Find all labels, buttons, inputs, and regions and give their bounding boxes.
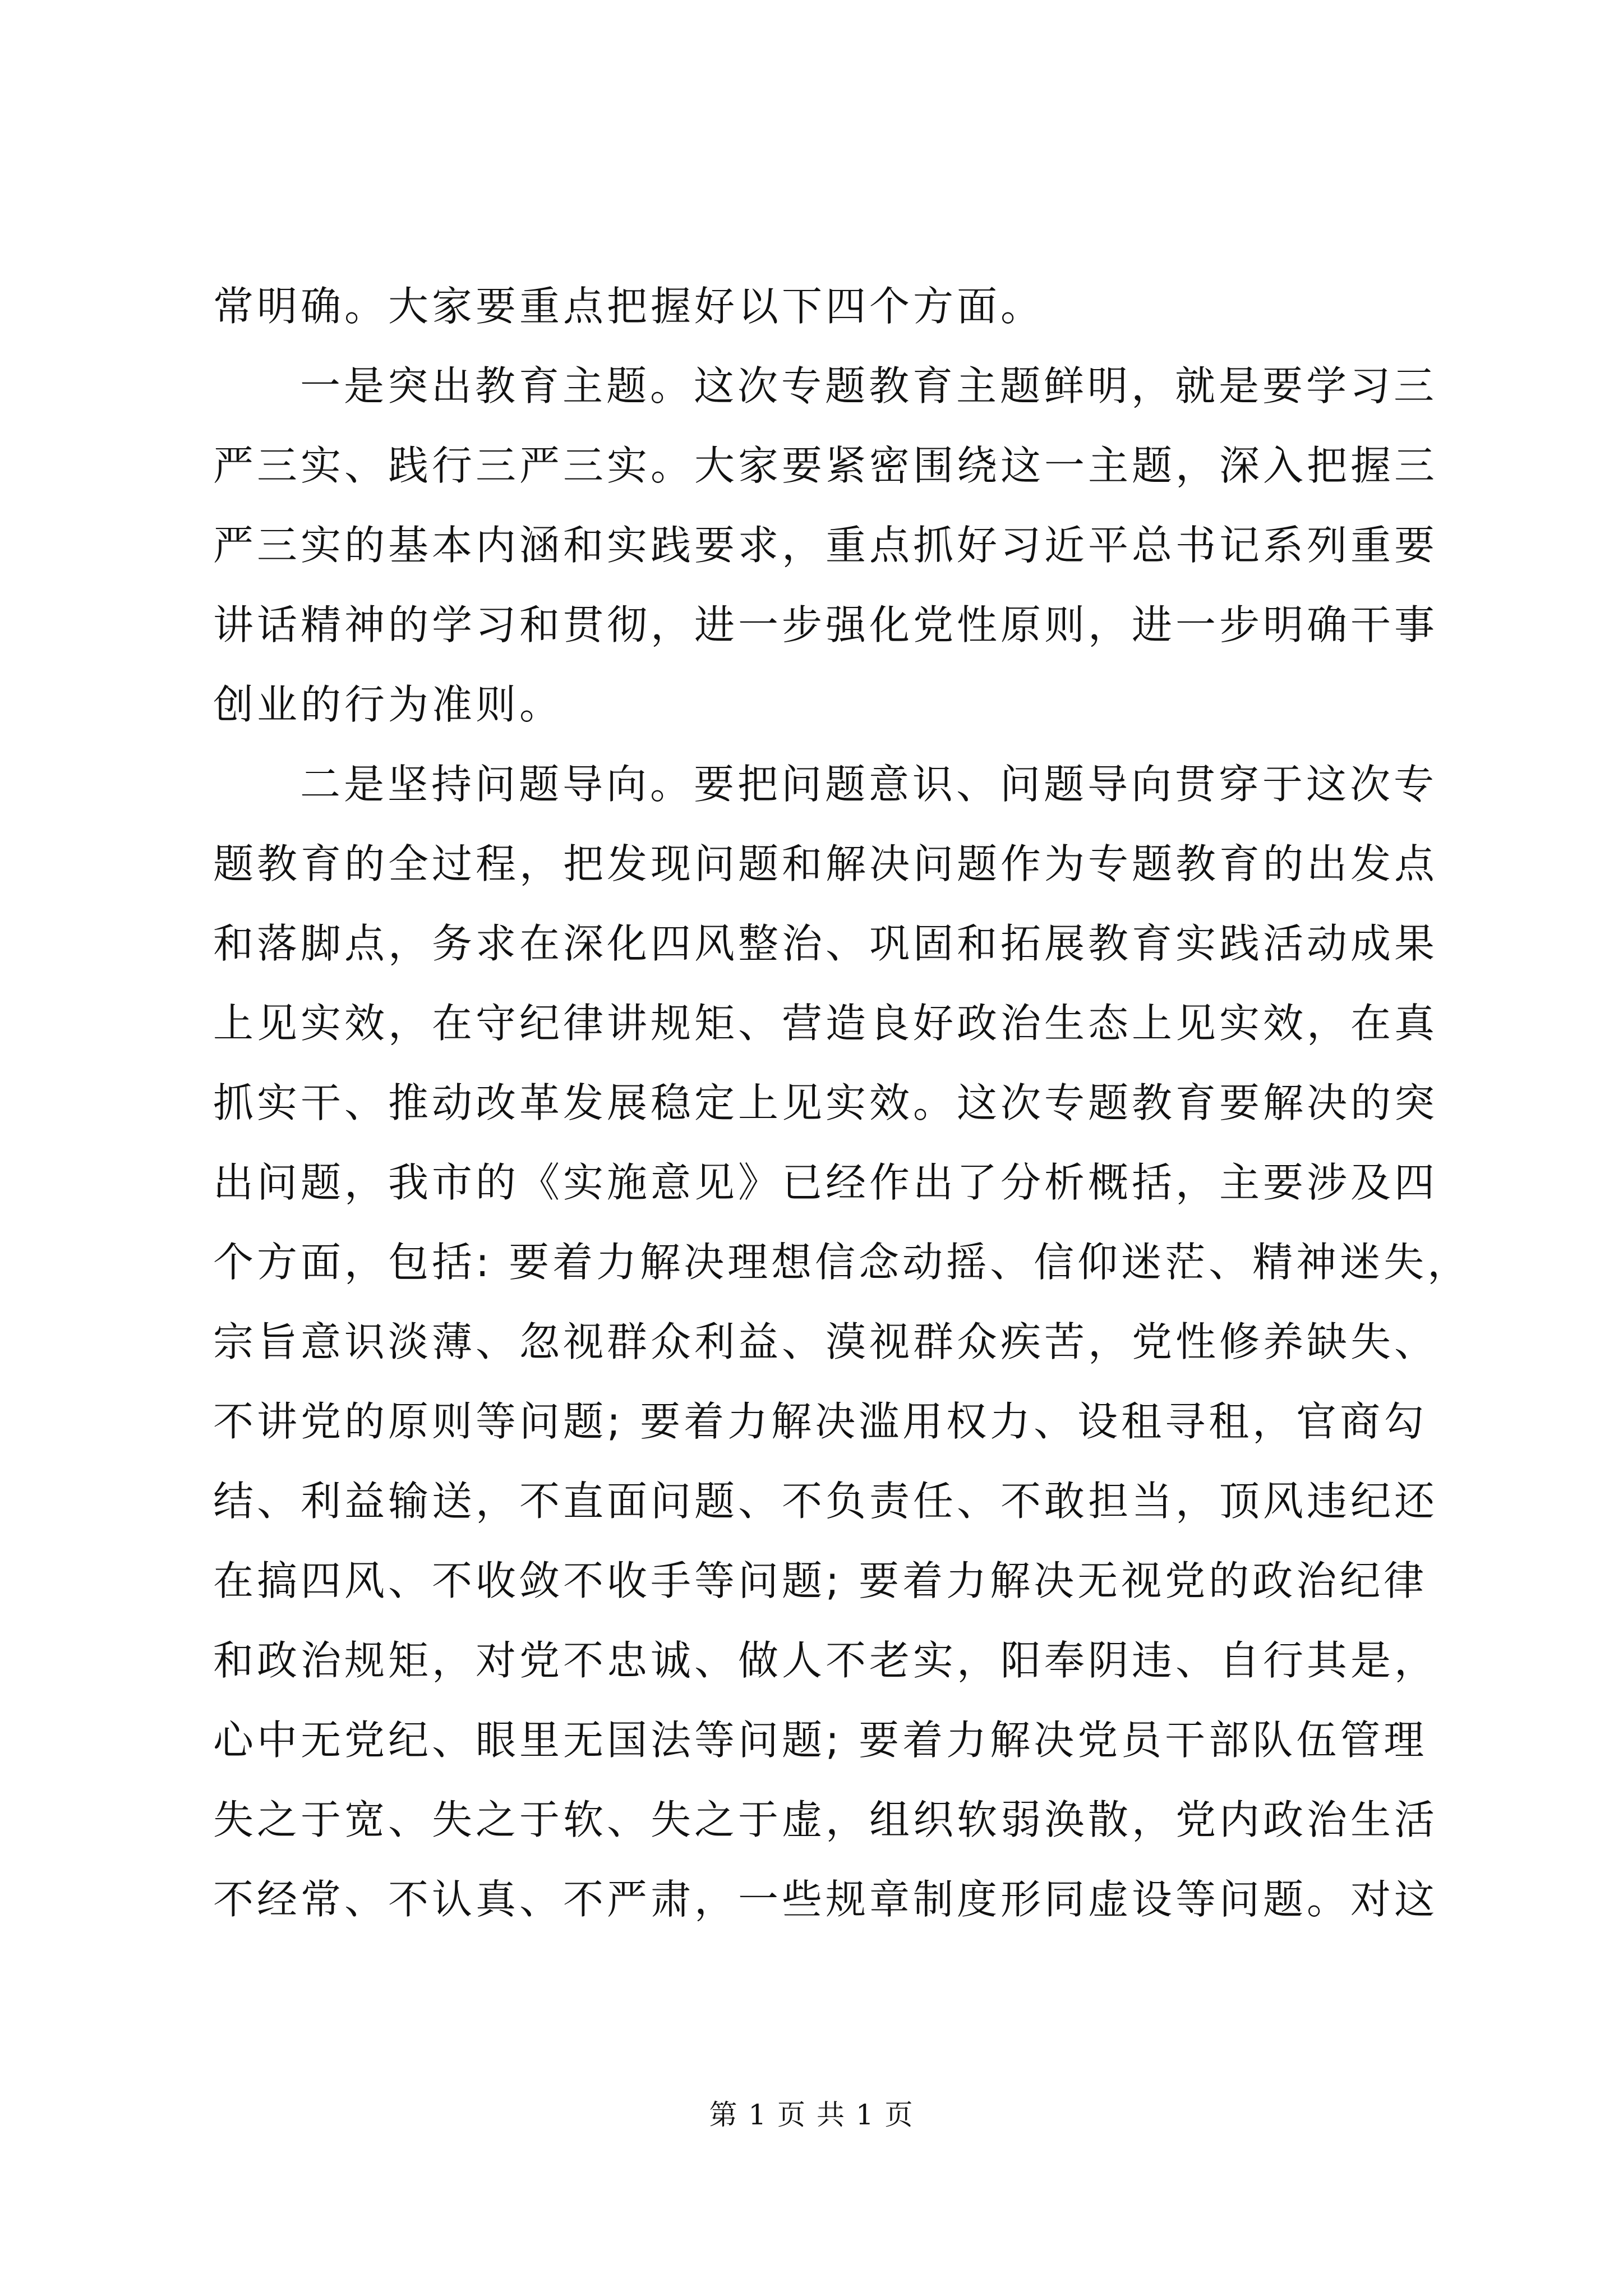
text-line: 常明确。大家要重点把握好以下四个方面。 <box>213 283 1045 330</box>
text-line: 宗旨意识淡薄、忽视群众利益、漠视群众疾苦，党性修养缺失、 <box>213 1318 1438 1365</box>
text-line: 上见实效，在守纪律讲规矩、营造良好政治生态上见实效，在真 <box>213 1000 1438 1047</box>
text-line: 创业的行为准则。 <box>213 681 564 728</box>
text-line: 抓实干、推动改革发展稳定上见实效。这次专题教育要解决的突 <box>213 1079 1438 1126</box>
text-line: 题教育的全过程，把发现问题和解决问题作为专题教育的出发点 <box>213 840 1438 887</box>
text-line: 一是突出教育主题。这次专题教育主题鲜明，就是要学习三 <box>300 362 1438 409</box>
text-line: 心中无党纪、眼里无国法等问题; 要着力解决党员干部队伍管理 <box>213 1717 1428 1764</box>
text-line: 讲话精神的学习和贯彻，进一步强化党性原则，进一步明确干事 <box>213 601 1438 648</box>
page-footer: 第 1 页 共 1 页 <box>709 2099 914 2131</box>
text-line: 个方面，包括: 要着力解决理想信念动摇、信仰迷茫、精神迷失， <box>213 1239 1472 1286</box>
text-line: 在搞四风、不收敛不收手等问题; 要着力解决无视党的政治纪律 <box>213 1557 1428 1604</box>
text-line: 不讲党的原则等问题; 要着力解决滥用权力、设租寻租，官商勾 <box>213 1398 1428 1445</box>
text-line: 严三实的基本内涵和实践要求，重点抓好习近平总书记系列重要 <box>213 522 1438 569</box>
text-line: 和政治规矩，对党不忠诚、做人不老实，阳奉阴违、自行其是， <box>213 1637 1438 1684</box>
text-line: 不经常、不认真、不严肃，一些规章制度形同虚设等问题。对这 <box>213 1876 1438 1923</box>
text-line: 失之于宽、失之于软、失之于虚，组织软弱涣散，党内政治生活 <box>213 1796 1438 1843</box>
text-line: 结、利益输送，不直面问题、不负责任、不敢担当，顶风违纪还 <box>213 1478 1438 1525</box>
body-text <box>213 266 1472 1939</box>
text-line: 严三实、践行三严三实。大家要紧密围绕这一主题，深入把握三 <box>213 442 1438 489</box>
text-line: 二是坚持问题导向。要把问题意识、问题导向贯穿于这次专 <box>300 761 1438 808</box>
text-line: 出问题，我市的《实施意见》已经作出了分析概括，主要涉及四 <box>213 1159 1438 1206</box>
text-line: 和落脚点，务求在深化四风整治、巩固和拓展教育实践活动成果 <box>213 920 1438 967</box>
